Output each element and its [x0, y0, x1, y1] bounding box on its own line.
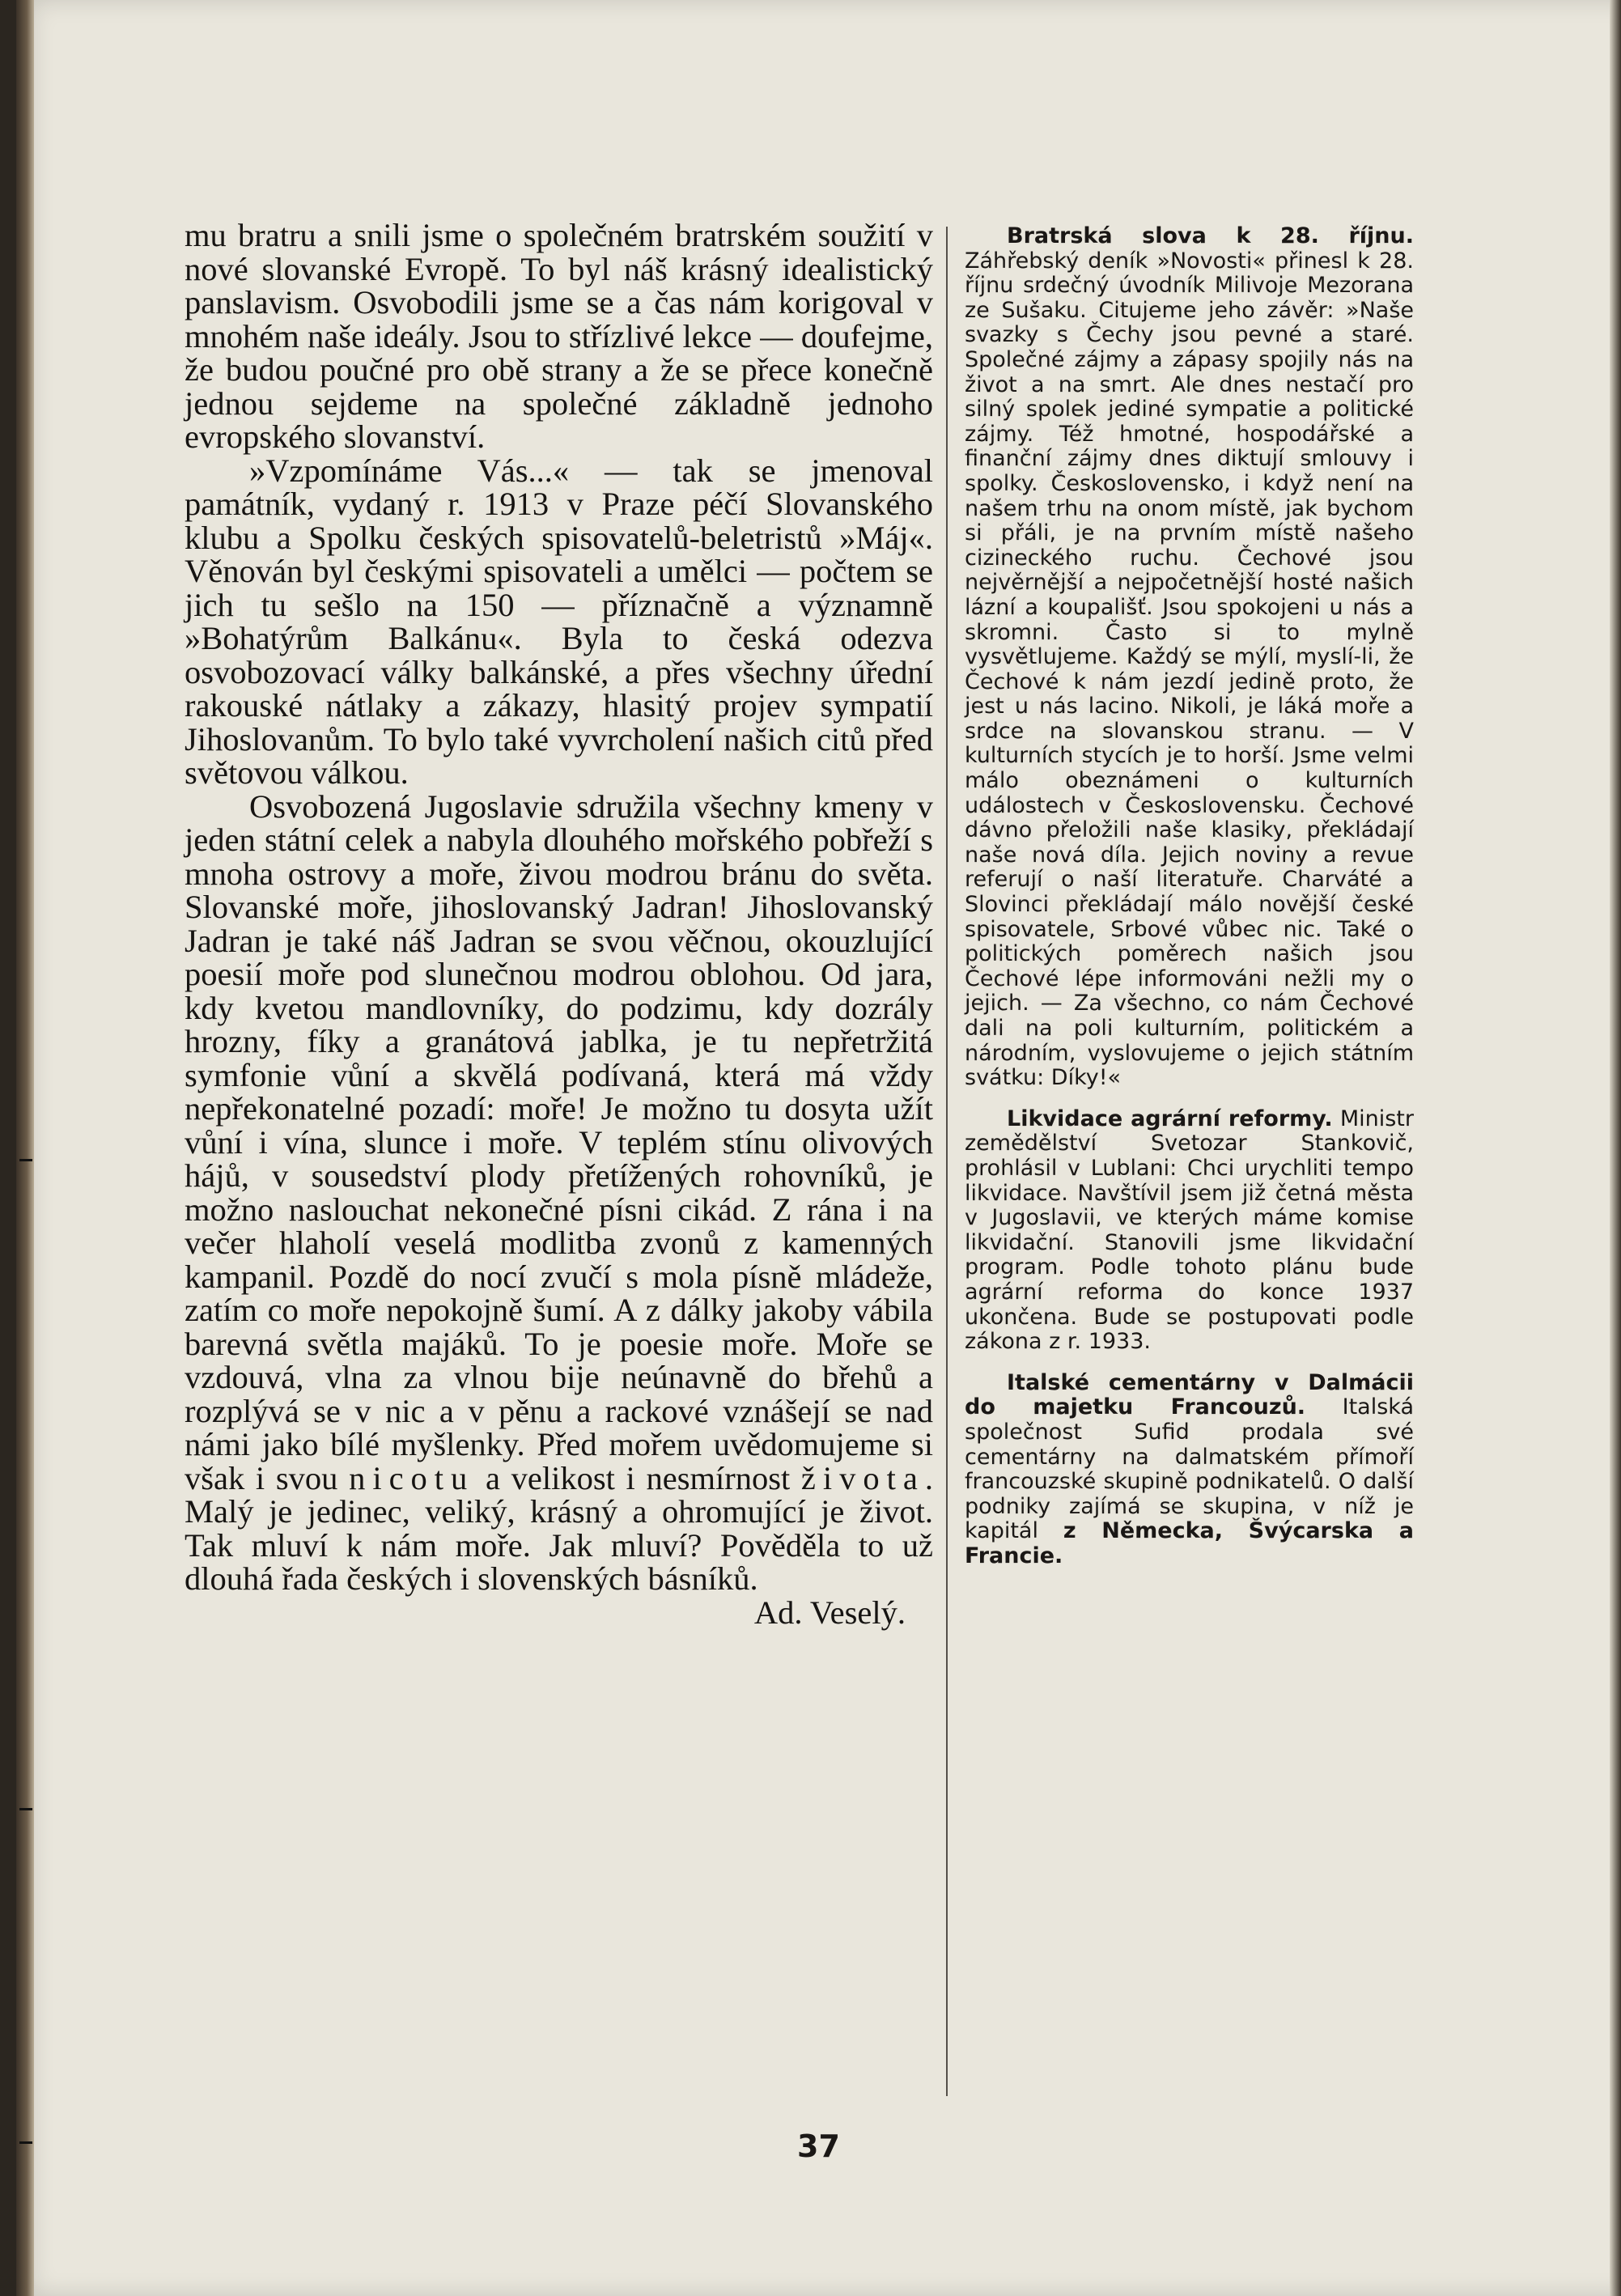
news-headline: Italské cementárny v Dalmácii do majetku Francouzů. — [965, 1369, 1414, 1420]
news-headline: Bratrská slova k 28. říjnu. — [1007, 223, 1414, 248]
spaced-word-nicotu: nicotu — [349, 1459, 475, 1496]
main-paragraph-2: »Vzpomínáme Vás...« — tak se jmenoval památník, vydaný r. 1913 v Praze péčí Slovanského klubu a Spolku českých spisovatelů-beletristů »Máj«. Věnován byl českými spisovateli a umělci — počtem se jich tu sešlo na 150 — příznačně a významně »Bohatýrům Balkánu«. Byla to česká odezva osvobozovací války balkánské, a přes všechny úřední rakouské nátlaky a zákazy, hlasitý projev sympatií Jihoslovanům. To bylo také vyvrcholení našich citů před světovou válkou. — [185, 452, 933, 791]
news-headline: Likvidace agrární reformy. — [1007, 1106, 1333, 1131]
page-gutter — [16, 0, 34, 2296]
news-body: Záhřebský deník »Novosti« přinesl k 28. říjnu srdečný úvodník Milivoje Mezorana ze Sušaku. Citujeme jeho závěr: »Naše svazky s Čechy jsou pevné a staré. Společné zájmy a zápasy spojily nás na život a na smrt. Ale dnes nestačí pro silný spolek jediné sympatie a politické zájmy. Též hmotné, hospodářské a finanční zájmy dnes diktují smlouvy i spolky. Československo, i když není na našem trhu na onom místě, jak bychom si přáli, je na prvním místě našeho cizineckého ruchu. Čechové jsou nejvěrnější a nejpočetnější hosté našich lázní a koupališť. Jsou spokojeni u nás a skromni. Často si to mylně vysvětlujeme. Každý se mýlí, myslí-li, že Čechové k nám jezdí jedině proto, že jest u nás lacino. Nikoli, je láká moře a srdce na slovanskou stranu. — V kulturních stycích je to horší. Jsme velmi málo obeznámeni o kulturních událostech v Československu. Čechové dávno přeložili naše klasiky, překládají naše nová díla. Jejich noviny a revue referují o naší literatuře. Charváté a Slovinci překládají málo novější české spisovatele, Srbové vůbec nic. Také o politických poměrech našich jsou Čechové lépe informováni nežli my o jejich. — Za všechno, co nám Čechové dali na poli kulturním, politickém a národním, vyslovujeme o jejich státním svátku: Díky!« — [965, 248, 1414, 1091]
main-paragraph-3-text: Osvobozená Jugoslavie sdružila všechny kmeny v jeden státní celek a nabyla dlouhého mořského pobřeží s mnoha ostrovy a moře, živou modrou bránu do světa. Slovanské moře, jihoslovanský Jadran! Jihoslovanský Jadran je také náš Jadran se svou věčnou, okouzlující poesií moře pod slunečnou modrou oblohou. Od jara, kdy kvetou mandlovníky, do podzimu, kdy dozrály hrozny, fíky a granátová jablka, je tu nepřetržitá symfonie vůní a skvělá podívaná, která má vždy nepřekonatelné pozadí: moře! Je možno tu dosyta užít vůní i vína, slunce i moře. V teplém stínu olivových hájů, v sousedství plody přetížených rohovníků, je možno naslouchat nekonečné písni cikád. Z rána i na večer hlaholí veselá modlitba zvonů z kamenných kampanil. Pozdě do nocí zvučí s mola písně mládeže, zatím co moře nepokojně šumí. A z dálky jakoby vábila barevná světla majáků. To je poesie moře. Moře se vzdouvá, vlna za vlnou bije neúnavně do břehů a rozplývá se v nic a v pěnu a rackové vznášejí se nad námi jako bílé myšlenky. Před mořem uvědomujeme si však i svou — [185, 787, 933, 1496]
binding-mark — [19, 1808, 32, 1810]
news-tail-bold: z Německa, Švýcarska a Francie. — [965, 1518, 1414, 1568]
news-body: Italská společnost Sufid prodala své cementárny na dalmatském přímoří francouzské skupině podnikatelů. O další podniky zajímá se skupina, v níž je kapitál — [965, 1394, 1414, 1544]
main-paragraph-3 — [185, 787, 934, 1597]
spaced-word-zivota: života — [800, 1459, 925, 1496]
news-item — [965, 224, 1414, 1091]
author-signature: Ad. Veselý. — [753, 1594, 906, 1631]
main-paragraph-3-mid: a velikost i nesmírnost — [474, 1459, 801, 1496]
news-item — [965, 1107, 1414, 1355]
main-paragraph-3-end: . Malý je jedinec, veliký, krásný a ohromující je život. Tak mluví k nám moře. Jak mluví? Pověděla to už dlouhá řada českých i slovenských básníků. — [185, 1459, 934, 1597]
column-divider — [946, 227, 948, 2096]
news-body: Ministr zemědělství Svetozar Stankovič, prohlásil v Lublani: Chci urychliti tempo likvidace. Navštívil jsem již četná města v Jugoslavii, ve kterých máme komise likvidační. Stanovili jsme likvidační program. Podle tohoto plánu bude agrární reforma do konce 1937 ukončena. Bude se postupovati podle zákona z r. 1933. — [965, 1106, 1414, 1355]
news-item — [965, 1371, 1414, 1569]
main-article — [185, 219, 933, 1629]
scanned-page — [16, 0, 1621, 2296]
binding-mark — [19, 1159, 32, 1161]
page-edge — [1610, 0, 1621, 2296]
page-number: 37 — [797, 2128, 840, 2164]
main-paragraph-1: mu bratru a snili jsme o společném bratrském soužití v nové slovanské Evropě. To byl náš krásný idealistický panslavism. Osvobodili jsme se a čas nám korigoval v mnohém naše ideály. Jsou to střízlivé lekce — doufejme, že budou poučné pro obě strany a že se přece konečně jednou sejdeme na společné základně jednoho evropského slovanství. — [185, 217, 933, 455]
news-column — [965, 224, 1414, 1585]
